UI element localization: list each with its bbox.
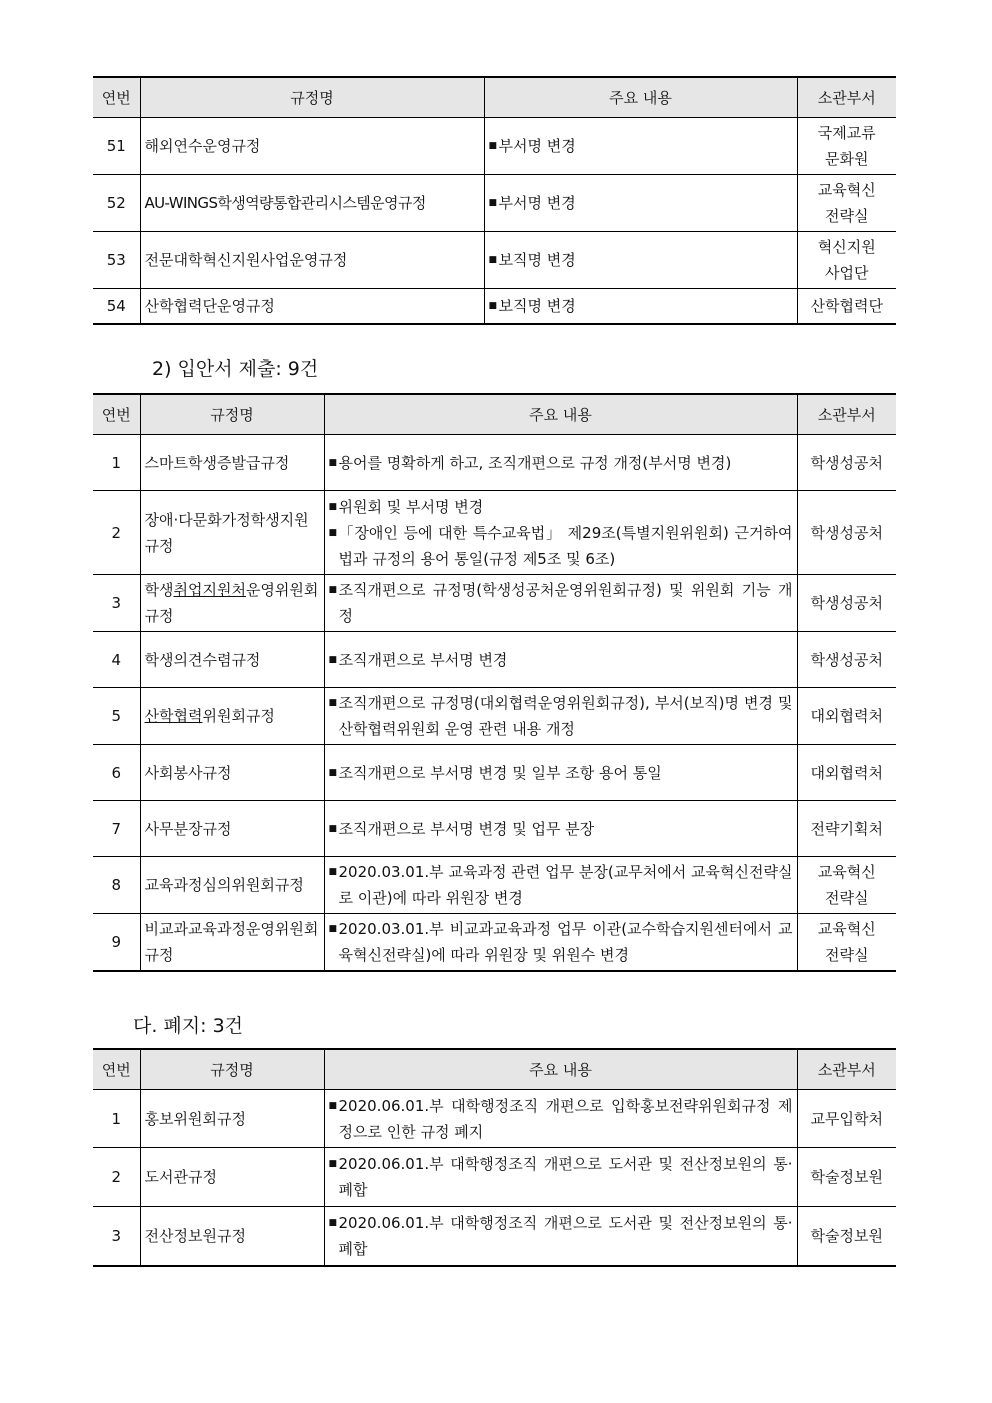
row-name: 교육과정심의위원회규정 — [140, 857, 324, 914]
row-name: 스마트학생증발급규정 — [140, 435, 324, 491]
table-header-row — [93, 77, 896, 118]
header-dept: 소관부서 — [797, 77, 896, 118]
dept-line: 교육혁신 전략실 — [817, 919, 876, 964]
bullet-square-icon: ■ — [328, 1100, 338, 1111]
row-dept — [797, 232, 896, 289]
row-no: 53 — [93, 232, 140, 289]
row-no: 8 — [93, 857, 140, 914]
row-no: 7 — [93, 801, 140, 857]
row-no: 1 — [93, 435, 140, 491]
table-row — [93, 491, 896, 575]
row-name: 해외연수운영규정 — [140, 118, 484, 175]
table-row — [93, 1148, 896, 1207]
row-name: 사회봉사규정 — [140, 745, 324, 801]
row-content: ■ 부서명 변경 — [484, 175, 797, 232]
row-no: 5 — [93, 688, 140, 745]
row-no: 54 — [93, 289, 140, 324]
header-content: 주요 내용 — [484, 77, 797, 118]
row-no: 3 — [93, 575, 140, 632]
dept-line: 교육혁신 전략실 — [817, 863, 876, 907]
bullet-square-icon: ■ — [328, 654, 338, 665]
header-name: 규정명 — [140, 1049, 324, 1090]
bullet-square-icon: ■ — [488, 141, 498, 151]
section-title-submission: 2) 입안서 제출: 9건 — [152, 358, 319, 380]
table-header-row — [93, 394, 896, 435]
bullet-square-icon: ■ — [328, 923, 338, 934]
table-row — [93, 632, 896, 688]
row-no: 1 — [93, 1090, 140, 1148]
row-content: ■ 2020.06.01.부 대학행정조직 개편으로 도서관 및 전산정보원의 통·폐합 — [324, 1148, 797, 1207]
row-dept: 대외협력처 — [797, 745, 896, 801]
row-content: ■ 위원회 및 부서명 변경 ■ 「장애인 등에 대한 특수교육법」 제29조(특별지원위원회) 근거하여 법과 규정의 용어 통일(규정 제5조 및 6조) — [324, 491, 797, 575]
table-row — [93, 575, 896, 632]
header-no: 연번 — [93, 77, 140, 118]
row-no: 9 — [93, 914, 140, 971]
row-content: ■ 2020.06.01.부 대학행정조직 개편으로 입학홍보전략위원회규정 제정으로 인한 규정 폐지 — [324, 1090, 797, 1148]
row-name: 전산정보원규정 — [140, 1207, 324, 1266]
row-content: ■ 조직개편으로 부서명 변경 및 업무 분장 — [324, 801, 797, 857]
row-name: 장애·다문화가정학생지원규정 — [140, 491, 324, 575]
row-dept: 전략기획처 — [797, 801, 896, 857]
row-content: ■ 2020.06.01.부 대학행정조직 개편으로 도서관 및 전산정보원의 통·폐합 — [324, 1207, 797, 1266]
table-row — [93, 914, 896, 971]
row-name: 비교과교육과정운영위원회규정 — [140, 914, 324, 971]
row-dept: 학생성공처 — [797, 575, 896, 632]
bullet-square-icon: ■ — [328, 527, 338, 538]
row-no: 2 — [93, 1148, 140, 1207]
row-name: 학생의견수렴규정 — [140, 632, 324, 688]
name-part: 운영위원회규정 — [144, 581, 319, 625]
row-name: 전문대학혁신지원사업운영규정 — [140, 232, 484, 289]
row-no: 3 — [93, 1207, 140, 1266]
dept-line: 국제교류 문화원 — [817, 124, 876, 168]
header-name: 규정명 — [140, 394, 324, 435]
row-dept: 학생성공처 — [797, 632, 896, 688]
row-dept — [797, 175, 896, 232]
table-row — [93, 175, 896, 232]
row-content: ■ 보직명 변경 — [484, 232, 797, 289]
row-content: ■ 조직개편으로 규정명(학생성공처운영위원회규정) 및 위원회 기능 개정 — [324, 575, 797, 632]
row-name: AU-WINGS학생역량통합관리시스템운영규정 — [140, 175, 484, 232]
row-dept — [797, 857, 896, 914]
table-row — [93, 1090, 896, 1148]
row-dept — [797, 914, 896, 971]
row-name: 홍보위원회규정 — [140, 1090, 324, 1148]
row-dept: 대외협력처 — [797, 688, 896, 745]
table-row — [93, 688, 896, 745]
bullet-square-icon: ■ — [488, 300, 498, 311]
table-row — [93, 745, 896, 801]
bullet-square-icon: ■ — [328, 585, 338, 595]
row-dept: 학생성공처 — [797, 435, 896, 491]
header-no: 연번 — [93, 1049, 140, 1090]
bullet-square-icon: ■ — [328, 1159, 338, 1169]
name-part: 학생 — [144, 581, 174, 599]
table-abolition — [93, 1048, 896, 1267]
row-no: 6 — [93, 745, 140, 801]
name-part-underlined: 취업지원처 — [173, 581, 246, 599]
row-dept: 학술정보원 — [797, 1207, 896, 1266]
table-row — [93, 232, 896, 289]
bullet-square-icon: ■ — [328, 767, 338, 778]
header-dept: 소관부서 — [797, 394, 896, 435]
table-row — [93, 857, 896, 914]
bullet-square-icon: ■ — [328, 501, 338, 512]
row-content: ■ 조직개편으로 부서명 변경 및 일부 조항 용어 통일 — [324, 745, 797, 801]
row-dept: 학술정보원 — [797, 1148, 896, 1207]
row-content: ■ 2020.03.01.부 비교과교육과정 업무 이관(교수학습지원센터에서 교육혁신전략실)에 따라 위원장 및 위원수 변경 — [324, 914, 797, 971]
bullet-square-icon: ■ — [328, 698, 338, 708]
row-dept: 학생성공처 — [797, 491, 896, 575]
row-name: 산학협력단운영규정 — [140, 289, 484, 324]
row-content: ■ 조직개편으로 부서명 변경 — [324, 632, 797, 688]
row-content: ■ 조직개편으로 규정명(대외협력운영위원회규정), 부서(보직)명 변경 및 산학협력위원회 운영 관련 내용 개정 — [324, 688, 797, 745]
row-dept — [797, 289, 896, 324]
dept-line: 교육혁신 전략실 — [817, 181, 876, 225]
bullet-square-icon: ■ — [328, 457, 338, 468]
table-row — [93, 118, 896, 175]
row-content: ■ 2020.03.01.부 교육과정 관련 업무 분장(교무처에서 교육혁신전략실로 이관)에 따라 위원장 변경 — [324, 857, 797, 914]
header-name: 규정명 — [140, 77, 484, 118]
row-name — [140, 575, 324, 632]
row-content: ■ 용어를 명확하게 하고, 조직개편으로 규정 개정(부서명 변경) — [324, 435, 797, 491]
row-no: 2 — [93, 491, 140, 575]
table-row — [93, 435, 896, 491]
row-no: 51 — [93, 118, 140, 175]
table-row — [93, 1207, 896, 1266]
name-part: 위원회규정 — [202, 707, 275, 725]
row-content: ■ 보직명 변경 — [484, 289, 797, 324]
table-row — [93, 289, 896, 324]
bullet-square-icon: ■ — [328, 1217, 338, 1228]
row-dept: 교무입학처 — [797, 1090, 896, 1148]
header-content: 주요 내용 — [324, 1049, 797, 1090]
row-name: 사무분장규정 — [140, 801, 324, 857]
table-header-row — [93, 1049, 896, 1090]
bullet-square-icon: ■ — [328, 823, 338, 834]
header-content: 주요 내용 — [324, 394, 797, 435]
row-no: 4 — [93, 632, 140, 688]
row-content: ■ 부서명 변경 — [484, 118, 797, 175]
row-no: 52 — [93, 175, 140, 232]
header-no: 연번 — [93, 394, 140, 435]
table-row — [93, 801, 896, 857]
section-title-abolition: 다. 폐지: 3건 — [133, 1015, 244, 1037]
row-name — [140, 688, 324, 745]
row-name: 도서관규정 — [140, 1148, 324, 1207]
name-part-underlined: 산학협력 — [144, 707, 203, 725]
bullet-square-icon: ■ — [488, 198, 498, 208]
header-dept: 소관부서 — [797, 1049, 896, 1090]
table-submission — [93, 393, 896, 972]
dept-line: 산학협력단 — [810, 296, 883, 315]
dept-line: 혁신지원 사업단 — [817, 238, 876, 282]
table-amendments-continued — [93, 76, 896, 325]
row-dept — [797, 118, 896, 175]
bullet-square-icon: ■ — [328, 867, 338, 877]
bullet-square-icon: ■ — [488, 255, 498, 265]
